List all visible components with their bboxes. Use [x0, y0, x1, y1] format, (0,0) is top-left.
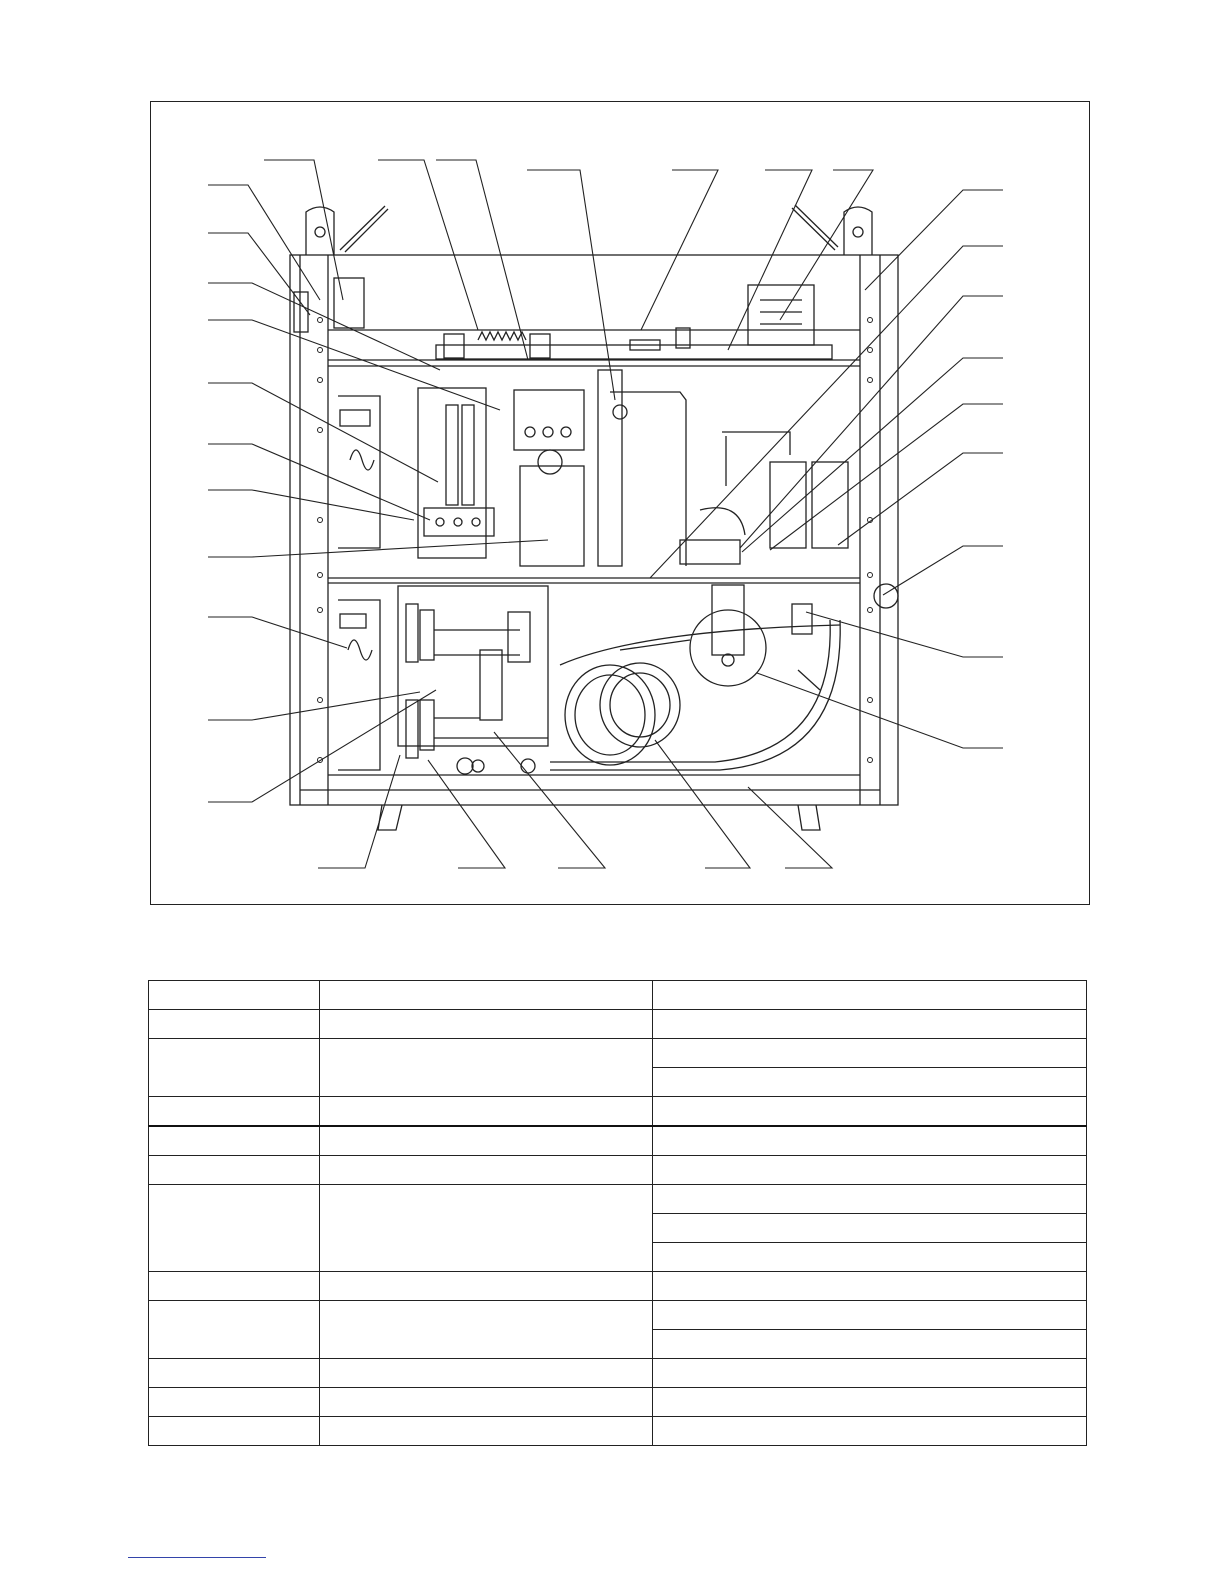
table-cell	[320, 1301, 653, 1359]
table-cell	[149, 1359, 320, 1388]
table-row	[149, 1039, 1087, 1068]
table-cell	[653, 1272, 1087, 1301]
table-cell	[653, 1359, 1087, 1388]
table-cell	[320, 981, 653, 1010]
table-cell	[320, 1272, 653, 1301]
table-cell	[149, 1272, 320, 1301]
table-cell	[653, 981, 1087, 1010]
output-assembly	[338, 584, 898, 774]
table-cell	[149, 1388, 320, 1417]
table-cell	[320, 1097, 653, 1127]
table-cell	[653, 1330, 1087, 1359]
table-row	[149, 1126, 1087, 1156]
table-cell	[320, 1156, 653, 1185]
table-cell	[653, 1388, 1087, 1417]
table-cell	[149, 1301, 320, 1359]
pc-board-assembly	[294, 278, 832, 359]
table-cell	[149, 1010, 320, 1039]
table-row	[149, 981, 1087, 1010]
table-cell	[653, 1214, 1087, 1243]
table-cell	[149, 1185, 320, 1272]
table-cell	[149, 1097, 320, 1127]
table-row	[149, 1388, 1087, 1417]
table-row	[149, 1097, 1087, 1127]
table-cell	[653, 1156, 1087, 1185]
table-cell	[653, 1417, 1087, 1446]
table-cell	[653, 1126, 1087, 1156]
table-row	[149, 1010, 1087, 1039]
table-cell	[320, 1359, 653, 1388]
table-cell	[320, 1417, 653, 1446]
table-row	[149, 1185, 1087, 1214]
table-row	[149, 1301, 1087, 1330]
table-row	[149, 1359, 1087, 1388]
table-row	[149, 1272, 1087, 1301]
table-cell	[653, 1097, 1087, 1127]
table-cell	[149, 1126, 320, 1156]
table-cell	[320, 1126, 653, 1156]
table-cell	[149, 1039, 320, 1097]
cabinet	[290, 205, 898, 830]
footer-link-underline	[128, 1557, 266, 1558]
table-cell	[320, 1039, 653, 1097]
table-cell	[149, 981, 320, 1010]
table-cell	[653, 1185, 1087, 1214]
table-cell	[653, 1301, 1087, 1330]
table-row	[149, 1417, 1087, 1446]
table-cell	[320, 1388, 653, 1417]
table-cell	[653, 1068, 1087, 1097]
table-cell	[149, 1156, 320, 1185]
table-cell	[653, 1243, 1087, 1272]
table-cell	[653, 1010, 1087, 1039]
table-cell	[149, 1417, 320, 1446]
table-row	[149, 1156, 1087, 1185]
contactor-assembly	[338, 370, 848, 566]
table-cell	[653, 1039, 1087, 1068]
parts-table	[148, 980, 1087, 1446]
table-cell	[320, 1185, 653, 1272]
table-cell	[320, 1010, 653, 1039]
